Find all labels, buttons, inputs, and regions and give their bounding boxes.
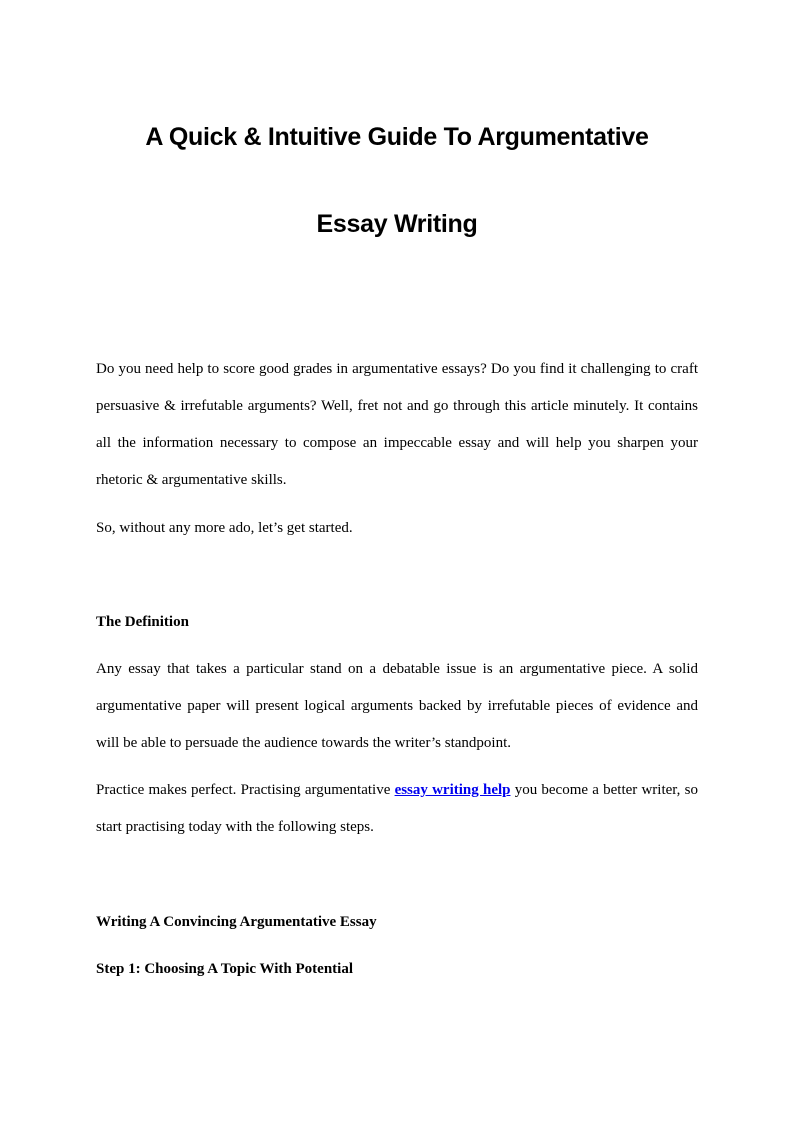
step-1-heading: Step 1: Choosing A Topic With Potential [96, 961, 354, 977]
definition-heading: The Definition [96, 614, 189, 630]
practice-text-before-link: Practice makes perfect. Practising argumentative [96, 782, 395, 798]
get-started-paragraph: So, without any more ado, let’s get started. [96, 520, 353, 536]
document-title-line-2: Essay Writing [316, 210, 478, 238]
practice-text-after-link: you become a better writer, so start practising today with the following steps. [96, 782, 698, 835]
writing-essay-heading: Writing A Convincing Argumentative Essay [96, 914, 377, 930]
definition-paragraph: Any essay that takes a particular stand on a debatable issue is an argumentative piece. A solid argumentative paper will present logical arguments backed by irrefutable pieces of evidence and will be able to persuade the audience towards the writer’s standpoint. [96, 661, 698, 751]
intro-paragraph: Do you need help to score good grades in argumentative essays? Do you find it challenging to craft persuasive & irrefutable arguments? Well, fret not and go through this article minutely. It contains all the information necessary to compose an impeccable essay and will help you sharpen your rhetoric & argumentative skills. [96, 361, 698, 488]
practice-paragraph [96, 772, 698, 846]
essay-writing-help-link[interactable]: essay writing help [394, 782, 511, 798]
document-title-line-1: A Quick & Intuitive Guide To Argumentative [145, 123, 649, 151]
